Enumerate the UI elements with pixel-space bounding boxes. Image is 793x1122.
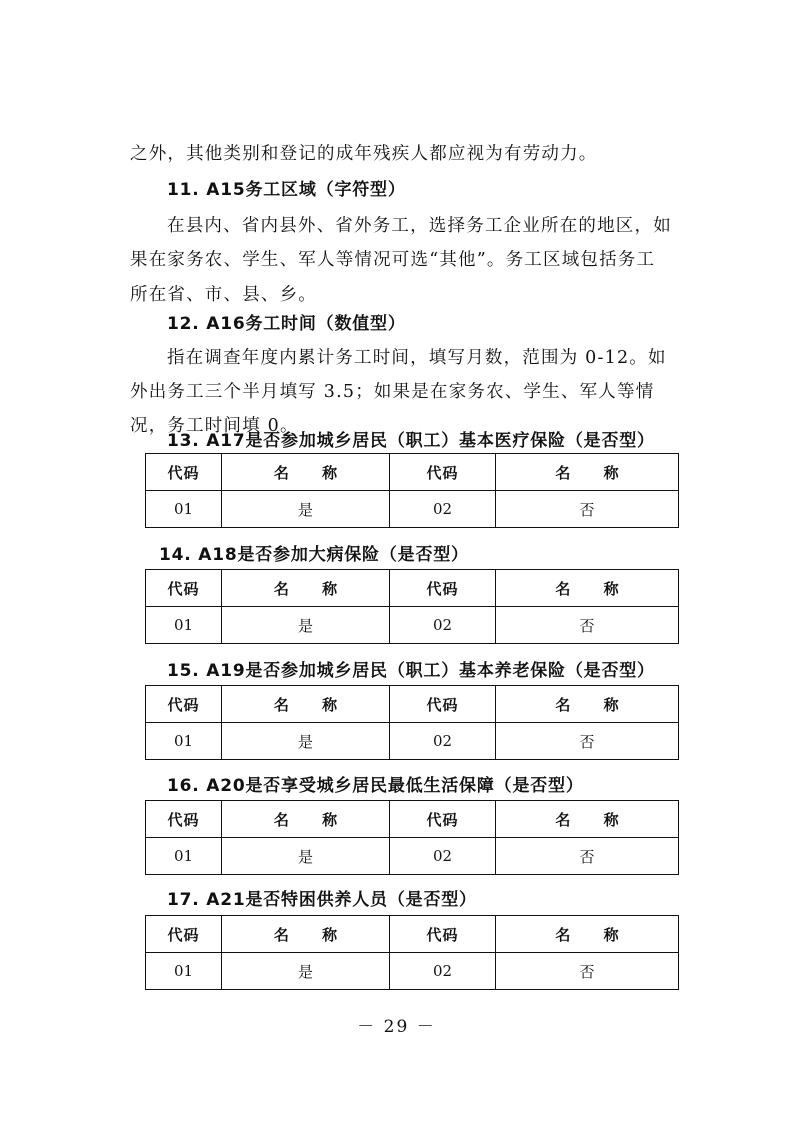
table-row <box>146 838 679 875</box>
table-heading: 15. A19是否参加城乡居民（职工）基本养老保险（是否型） <box>167 661 655 681</box>
paragraph-line: 之外，其他类别和登记的成年残疾人都应视为有劳动力。 <box>130 144 598 164</box>
table-header-row <box>146 686 679 723</box>
header-cell: 名 称 <box>496 801 679 838</box>
name-cell: 是 <box>222 723 390 760</box>
table-heading: 14. A18是否参加大病保险（是否型） <box>159 545 469 565</box>
code-table <box>145 800 679 875</box>
table-header-row <box>146 916 679 953</box>
code-table <box>145 569 679 644</box>
table-heading: 13. A17是否参加城乡居民（职工）基本医疗保险（是否型） <box>167 431 655 451</box>
code-cell: 01 <box>146 838 222 875</box>
code-cell: 01 <box>146 953 222 990</box>
code-table <box>145 685 679 760</box>
header-cell: 代码 <box>390 686 496 723</box>
header-cell: 代码 <box>390 801 496 838</box>
paragraph-line: 指在调查年度内累计务工时间，填写月数，范围为 0-12。如 <box>167 348 667 368</box>
header-cell: 代码 <box>146 916 222 953</box>
header-cell: 名 称 <box>222 686 390 723</box>
header-cell: 代码 <box>390 916 496 953</box>
name-cell: 是 <box>222 607 390 644</box>
header-cell: 代码 <box>390 570 496 607</box>
code-cell: 02 <box>390 491 496 528</box>
code-cell: 02 <box>390 838 496 875</box>
table-heading: 17. A21是否特困供养人员（是否型） <box>167 890 477 910</box>
table-row <box>146 723 679 760</box>
header-cell: 名 称 <box>496 916 679 953</box>
paragraph-line: 所在省、市、县、乡。 <box>130 285 317 305</box>
header-cell: 名 称 <box>222 916 390 953</box>
code-cell: 02 <box>390 953 496 990</box>
name-cell: 是 <box>222 838 390 875</box>
code-cell: 01 <box>146 491 222 528</box>
code-cell: 01 <box>146 607 222 644</box>
name-cell: 是 <box>222 953 390 990</box>
code-cell: 01 <box>146 723 222 760</box>
table-row <box>146 607 679 644</box>
code-table <box>145 915 679 990</box>
header-cell: 代码 <box>146 801 222 838</box>
header-cell: 代码 <box>390 454 496 491</box>
table-header-row <box>146 454 679 491</box>
name-cell: 否 <box>496 838 679 875</box>
code-table <box>145 453 679 528</box>
header-cell: 代码 <box>146 686 222 723</box>
name-cell: 否 <box>496 607 679 644</box>
name-cell: 否 <box>496 491 679 528</box>
table-header-row <box>146 570 679 607</box>
header-cell: 名 称 <box>222 570 390 607</box>
header-cell: 名 称 <box>496 570 679 607</box>
paragraph-line: 外出务工三个半月填写 3.5；如果是在家务农、学生、军人等情 <box>130 382 655 402</box>
header-cell: 名 称 <box>222 801 390 838</box>
table-header-row <box>146 801 679 838</box>
paragraph-line: 果在家务农、学生、军人等情况可选“其他”。务工区域包括务工 <box>130 250 656 270</box>
name-cell: 否 <box>496 953 679 990</box>
paragraph-line: 况，务工时间填 0。 <box>130 416 299 436</box>
paragraph-line: 在县内、省内县外、省外务工，选择务工企业所在的地区，如 <box>167 216 672 236</box>
page-number: － 29 － <box>357 1017 436 1037</box>
section-heading-11: 11. A15务工区域（字符型） <box>167 180 406 200</box>
header-cell: 代码 <box>146 454 222 491</box>
header-cell: 代码 <box>146 570 222 607</box>
section-heading-12: 12. A16务工时间（数值型） <box>167 314 406 334</box>
name-cell: 是 <box>222 491 390 528</box>
header-cell: 名 称 <box>496 686 679 723</box>
table-row <box>146 491 679 528</box>
table-row <box>146 953 679 990</box>
table-heading: 16. A20是否享受城乡居民最低生活保障（是否型） <box>167 776 584 796</box>
name-cell: 否 <box>496 723 679 760</box>
header-cell: 名 称 <box>496 454 679 491</box>
header-cell: 名 称 <box>222 454 390 491</box>
code-cell: 02 <box>390 607 496 644</box>
code-cell: 02 <box>390 723 496 760</box>
